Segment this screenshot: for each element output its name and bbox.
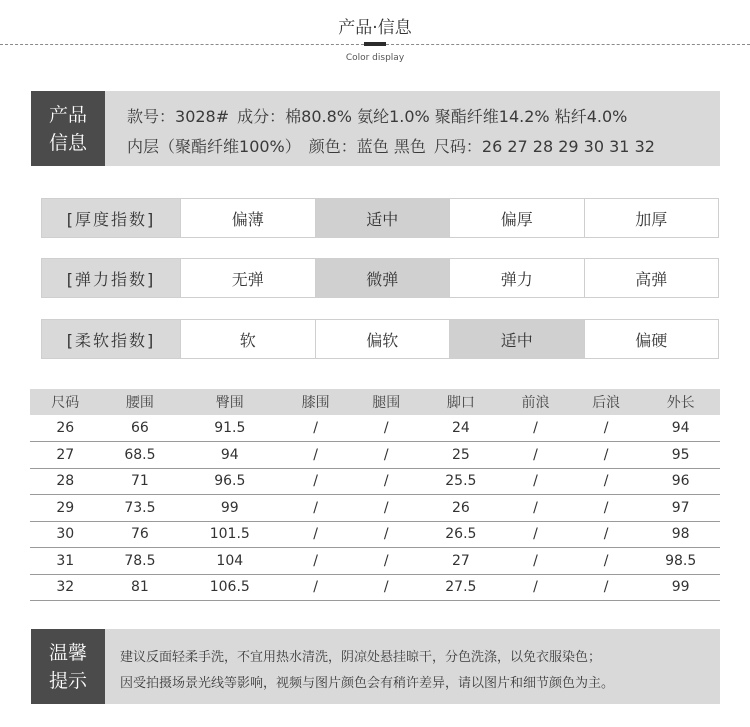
softness-option: 偏硬 [584,320,719,358]
table-row [30,415,720,442]
softness-option: 偏软 [315,320,450,358]
table-cell: / [500,521,571,548]
thickness-option: 加厚 [584,199,719,237]
table-cell: 91.5 [179,415,280,442]
table-cell: 78.5 [101,548,180,575]
table-cell: 25.5 [422,468,501,495]
table-cell: / [280,468,351,495]
size-value: 26 27 28 29 30 31 32 [481,137,655,156]
table-cell: 71 [101,468,180,495]
table-cell: / [351,521,422,548]
table-cell: / [351,574,422,601]
color-value: 蓝色 黑色 [356,137,426,156]
header-divider-mark [364,42,386,46]
table-cell: / [500,415,571,442]
softness-option-selected: 适中 [449,320,584,358]
size-table-header-cell: 尺码 [30,389,101,415]
table-cell: 27 [30,442,101,469]
table-cell: / [351,442,422,469]
table-cell: 94 [641,415,720,442]
thickness-option: 偏厚 [449,199,584,237]
lining-label: 内层 [127,137,160,156]
thickness-index-row [41,198,719,238]
material-value: 棉80.8% 氨纶1.0% 聚酯纤维14.2% 粘纤4.0% [285,107,628,126]
table-cell: / [280,442,351,469]
tips-line2: 因受拍摄场景光线等影响，视频与图片颜色会有稍许差异，请以图片和细节颜色为主。 [120,676,615,691]
product-info-line2 [127,134,655,157]
size-table-header-cell: 臀围 [179,389,280,415]
size-table-header-cell: 脚口 [422,389,501,415]
thickness-option: 偏薄 [180,199,315,237]
table-cell: 95 [641,442,720,469]
table-cell: 26 [30,415,101,442]
table-cell: / [351,548,422,575]
table-cell: / [500,574,571,601]
tips-label-line2: 提示 [48,669,87,692]
table-cell: / [500,468,571,495]
table-cell: / [280,415,351,442]
size-table-header-cell: 腰围 [101,389,180,415]
table-cell: 32 [30,574,101,601]
tips-line1: 建议反面轻柔手洗，不宜用热水清洗，阴凉处悬挂晾干，分色洗涤，以免衣服染色； [120,650,602,665]
size-table-header-cell: 腿围 [351,389,422,415]
table-cell: 96.5 [179,468,280,495]
size-table-header-cell: 前浪 [500,389,571,415]
table-row [30,495,720,522]
tips-label-line1: 温馨 [48,641,87,664]
table-cell: 68.5 [101,442,180,469]
model-label: 款号： [127,107,176,126]
table-row [30,548,720,575]
thickness-option-selected: 适中 [315,199,450,237]
table-cell: 31 [30,548,101,575]
section-subtitle: Color display [345,53,405,63]
table-row [30,521,720,548]
table-cell: / [351,468,422,495]
table-cell: 76 [101,521,180,548]
table-cell: / [351,415,422,442]
table-cell: 97 [641,495,720,522]
table-cell: / [571,495,642,522]
table-cell: / [571,415,642,442]
table-cell: / [571,548,642,575]
table-cell: / [280,495,351,522]
table-cell: / [500,495,571,522]
lining-value: （聚酯纤维100%） [159,137,301,156]
table-cell: / [500,548,571,575]
table-cell: 30 [30,521,101,548]
table-cell: 73.5 [101,495,180,522]
table-cell: / [571,574,642,601]
product-info-label-line2: 信息 [48,131,87,154]
table-row [30,574,720,601]
table-cell: 25 [422,442,501,469]
size-table-header-cell: 外长 [641,389,720,415]
softness-index-label: [柔软指数] [42,320,180,358]
table-cell: 27 [422,548,501,575]
softness-index-row [41,319,719,359]
table-cell: / [571,521,642,548]
table-cell: 26 [422,495,501,522]
table-cell: / [280,521,351,548]
table-cell: 99 [641,574,720,601]
elasticity-index-label: [弹力指数] [42,259,180,297]
product-info-label-line1: 产品 [48,103,87,126]
elasticity-option: 弹力 [449,259,584,297]
thickness-index-label: [厚度指数] [42,199,180,237]
size-table-header [30,389,720,415]
softness-option: 软 [180,320,315,358]
product-info-panel [31,91,720,166]
table-cell: 27.5 [422,574,501,601]
table-cell: 104 [179,548,280,575]
table-cell: / [351,495,422,522]
elasticity-option-selected: 微弹 [315,259,450,297]
table-cell: 26.5 [422,521,501,548]
table-cell: 98 [641,521,720,548]
product-info-line1 [127,104,627,127]
table-cell: 81 [101,574,180,601]
size-table-header-cell: 膝围 [280,389,351,415]
product-info-label [31,91,105,166]
elasticity-index-row [41,258,719,298]
table-cell: / [500,442,571,469]
size-table [30,389,720,601]
tips-panel [31,629,720,704]
table-cell: / [280,574,351,601]
table-row [30,442,720,469]
table-cell: / [280,548,351,575]
table-cell: 96 [641,468,720,495]
material-label: 成分： [237,107,286,126]
table-cell: 94 [179,442,280,469]
tips-label [31,629,105,704]
table-row [30,468,720,495]
elasticity-option: 高弹 [584,259,719,297]
table-cell: 66 [101,415,180,442]
model-value: 3028# [175,107,230,126]
table-cell: 99 [179,495,280,522]
table-cell: 24 [422,415,501,442]
table-cell: 98.5 [641,548,720,575]
table-cell: 28 [30,468,101,495]
table-cell: / [571,468,642,495]
elasticity-option: 无弹 [180,259,315,297]
color-label: 颜色： [308,137,357,156]
table-cell: / [571,442,642,469]
size-label: 尺码： [433,137,482,156]
table-cell: 29 [30,495,101,522]
size-table-header-cell: 后浪 [571,389,642,415]
table-cell: 106.5 [179,574,280,601]
section-title: 产品·信息 [338,18,412,38]
table-cell: 101.5 [179,521,280,548]
